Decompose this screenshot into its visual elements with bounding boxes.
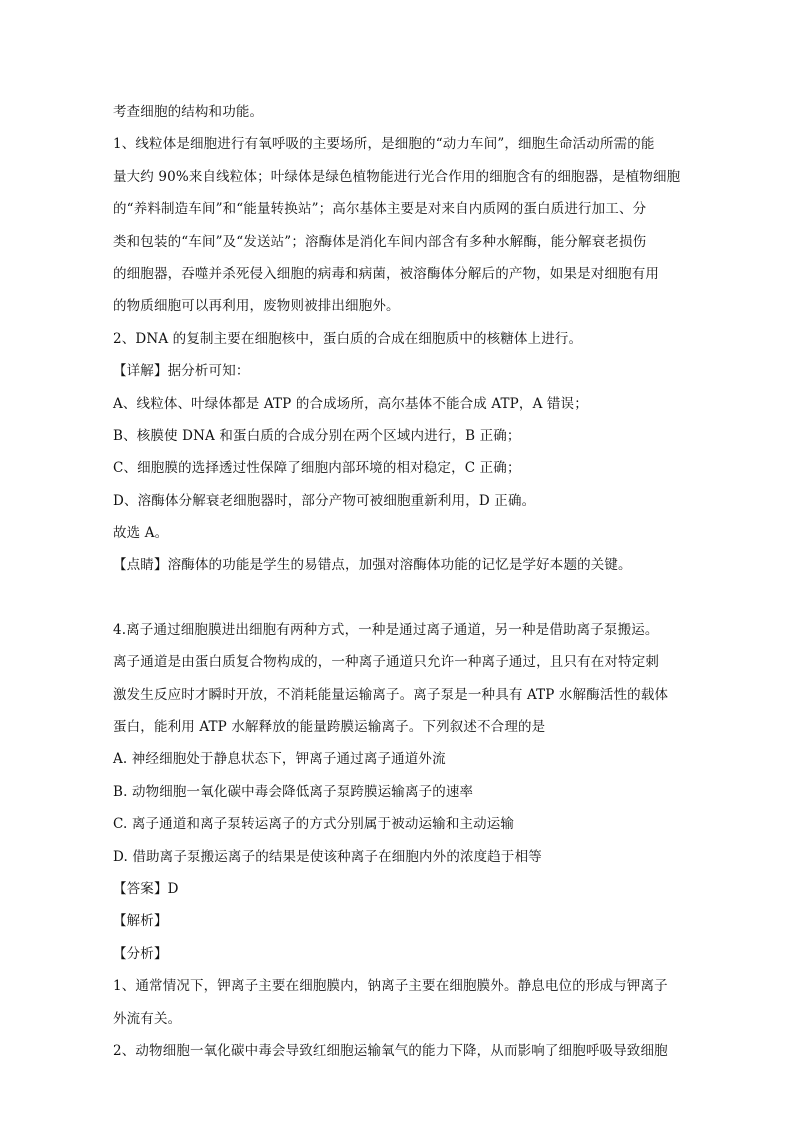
document-page bbox=[113, 96, 685, 1067]
analysis-heading: 【解析】 bbox=[113, 913, 168, 930]
option-d: D. 借助离子泵搬运离子的结果是使该种离子在细胞内外的浓度趋于相等 bbox=[113, 848, 542, 865]
choice-conclusion: 故选 A。 bbox=[113, 525, 169, 542]
analysis-line: 1、通常情况下，钾离子主要在细胞膜内，钠离子主要在细胞膜外。静息电位的形成与钾离子 bbox=[113, 978, 668, 995]
fenxi-heading: 【分析】 bbox=[113, 945, 168, 962]
option-c: C. 离子通道和离子泵转运离子的方式分别属于被动运输和主动运输 bbox=[113, 816, 515, 833]
text-line: 的细胞器，吞噬并杀死侵入细胞的病毒和病菌，被溶酶体分解后的产物，如果是对细胞有用 bbox=[113, 265, 659, 282]
question-stem: 离子通道是由蛋白质复合物构成的，一种离子通道只允许一种离子通过，且只有在对特定刺 bbox=[113, 654, 659, 671]
option-a: A. 神经细胞处于静息状态下，钾离子通过离子通道外流 bbox=[113, 751, 446, 768]
text-line: 量大约 90%来自线粒体；叶绿体是绿色植物能进行光合作用的细胞含有的细胞器，是植物细胞 bbox=[113, 168, 681, 185]
key-point: 【点睛】溶酶体的功能是学生的易错点，加强对溶酶体功能的记忆是学好本题的关键。 bbox=[113, 557, 632, 574]
text-line: 类和包装的“车间”及“发送站”；溶酶体是消化车间内部含有多种水解酶，能分解衰老损伤 bbox=[113, 233, 647, 250]
text-line: 的物质细胞可以再利用，废物则被排出细胞外。 bbox=[113, 298, 400, 315]
text-line: 的“养料制造车间”和“能量转换站”；高尔基体主要是对来自内质网的蛋白质进行加工、分 bbox=[113, 201, 647, 218]
answer-label: 【答案】D bbox=[113, 880, 179, 897]
analysis-line: 2、动物细胞一氧化碳中毒会导致红细胞运输氧气的能力下降，从而影响了细胞呼吸导致细胞 bbox=[113, 1042, 668, 1059]
option-c-explanation: C、细胞膜的选择透过性保障了细胞内部环境的相对稳定，C 正确； bbox=[113, 460, 521, 477]
question-stem: 蛋白，能利用 ATP 水解释放的能量跨膜运输离子。下列叙述不合理的是 bbox=[113, 719, 546, 736]
option-b: B. 动物细胞一氧化碳中毒会降低离子泵跨膜运输离子的速率 bbox=[113, 783, 474, 800]
option-b-explanation: B、核膜使 DNA 和蛋白质的合成分别在两个区域内进行，B 正确； bbox=[113, 427, 521, 444]
text-line: 考查细胞的结构和功能。 bbox=[113, 104, 264, 120]
paragraph-gap bbox=[113, 582, 685, 614]
option-a-explanation: A、线粒体、叶绿体都是 ATP 的合成场所，高尔基体不能合成 ATP，A 错误； bbox=[113, 395, 588, 412]
question-stem: 激发生反应时才瞬时开放，不消耗能量运输离子。离子泵是一种具有 ATP 水解酶活性的载体 bbox=[113, 686, 669, 703]
option-d-explanation: D、溶酶体分解衰老细胞器时，部分产物可被细胞重新利用，D 正确。 bbox=[113, 492, 536, 509]
analysis-line: 外流有关。 bbox=[113, 1010, 182, 1027]
text-line: 1、线粒体是细胞进行有氧呼吸的主要场所，是细胞的“动力车间”，细胞生命活动所需的能 bbox=[113, 136, 655, 153]
question-stem: 4.离子通过细胞膜进出细胞有两种方式，一种是通过离子通道，另一种是借助离子泵搬运。 bbox=[113, 621, 659, 638]
text-line: 2、DNA 的复制主要在细胞核中，蛋白质的合成在细胞质中的核糖体上进行。 bbox=[113, 330, 583, 347]
detail-heading: 【详解】据分析可知： bbox=[113, 363, 250, 380]
